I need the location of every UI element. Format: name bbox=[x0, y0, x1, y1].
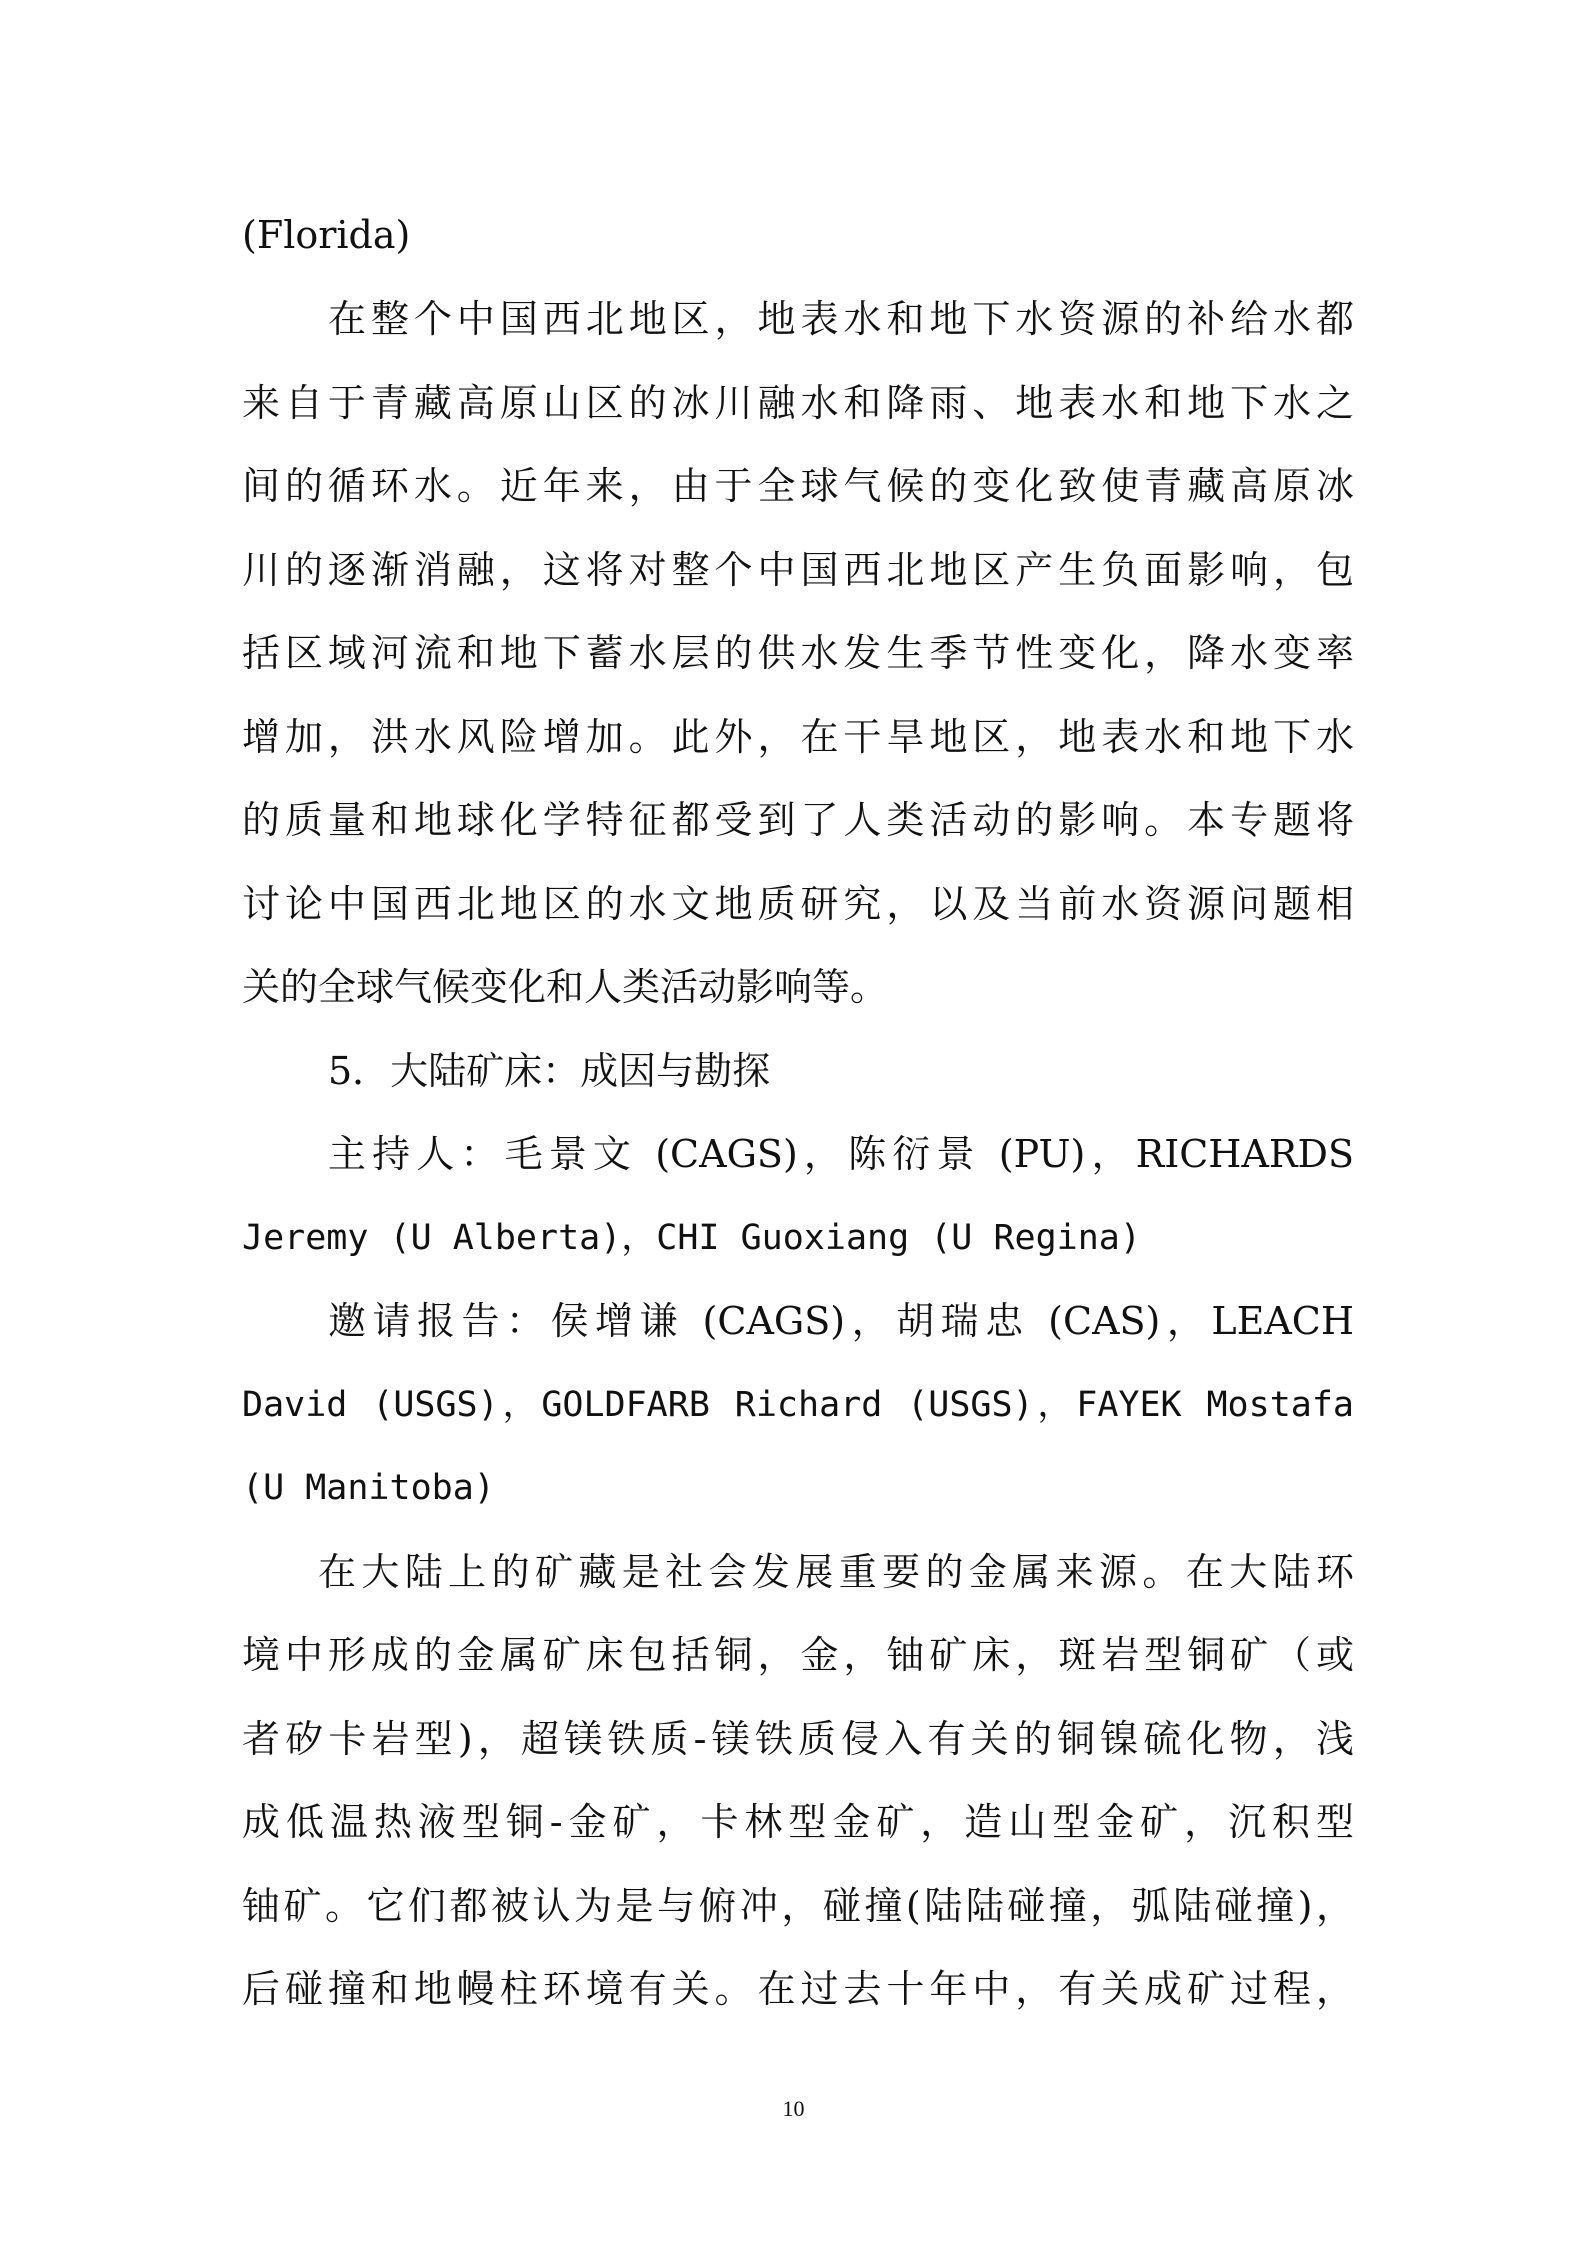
hosts-line: 主持人：毛景文 (CAGS)，陈衍景 (PU)，RICHARDS bbox=[328, 1132, 1354, 1176]
paragraph-line: 增加，洪水风险增加。此外，在干旱地区，地表水和地下水 bbox=[242, 715, 1354, 759]
paragraph-line: 成低温热液型铜-金矿，卡林型金矿，造山型金矿，沉积型 bbox=[242, 1800, 1354, 1844]
paragraph-line: 者矽卡岩型)，超镁铁质-镁铁质侵入有关的铜镍硫化物，浅 bbox=[242, 1717, 1354, 1761]
page-number: 10 bbox=[782, 2096, 805, 2121]
section-heading: 5．大陆矿床：成因与勘探 bbox=[328, 1049, 771, 1093]
paragraph-line: 讨论中国西北地区的水文地质研究，以及当前水资源问题相 bbox=[242, 882, 1354, 926]
paragraph-line: 关的全球气候变化和人类活动影响等。 bbox=[242, 965, 889, 1009]
invited-talks-line-continued: David (USGS)，GOLDFARB Richard (USGS)，FAYEK Mostafa bbox=[242, 1385, 1354, 1425]
paragraph-line: 川的逐渐消融，这将对整个中国西北地区产生负面影响，包 bbox=[242, 548, 1354, 592]
paragraph-line: 境中形成的金属矿床包括铜，金，铀矿床，斑岩型铜矿（或 bbox=[242, 1633, 1354, 1677]
invited-talks-line-continued: (U Manitoba) bbox=[242, 1468, 495, 1508]
text-line-florida: (Florida) bbox=[242, 213, 411, 257]
paragraph-line: 的质量和地球化学特征都受到了人类活动的影响。本专题将 bbox=[242, 798, 1354, 842]
paragraph-line: 括区域河流和地下蓄水层的供水发生季节性变化，降水变率 bbox=[242, 631, 1354, 675]
paragraph-line: 间的循环水。近年来，由于全球气候的变化致使青藏高原冰 bbox=[242, 464, 1354, 508]
paragraph-line: 在大陆上的矿藏是社会发展重要的金属来源。在大陆环 bbox=[318, 1550, 1354, 1594]
paragraph-line: 后碰撞和地幔柱环境有关。在过去十年中，有关成矿过程， bbox=[242, 1967, 1354, 2011]
paragraph-line: 铀矿。它们都被认为是与俯冲，碰撞(陆陆碰撞，弧陆碰撞)， bbox=[242, 1884, 1354, 1928]
paragraph-line: 在整个中国西北地区，地表水和地下水资源的补给水都 bbox=[328, 297, 1354, 341]
invited-talks-line: 邀请报告：侯增谦 (CAGS)，胡瑞忠 (CAS)，LEACH bbox=[328, 1299, 1354, 1343]
paragraph-line: 来自于青藏高原山区的冰川融水和降雨、地表水和地下水之 bbox=[242, 381, 1354, 425]
hosts-line-continued: Jeremy (U Alberta)，CHI Guoxiang (U Regina) bbox=[242, 1218, 1141, 1258]
